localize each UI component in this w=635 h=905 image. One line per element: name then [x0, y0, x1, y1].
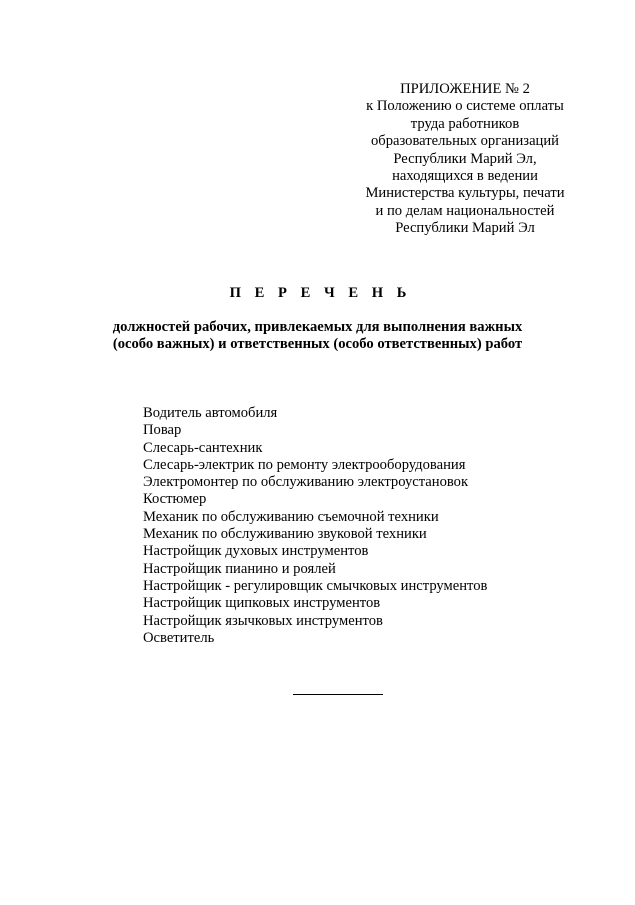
list-item: Слесарь-сантехник: [143, 439, 263, 456]
appendix-line: Республики Марий Эл: [395, 220, 535, 237]
appendix-line: находящихся в ведении: [392, 168, 538, 185]
list-item: Настройщик пианино и роялей: [143, 560, 336, 577]
positions-list: [143, 405, 487, 647]
end-divider: [293, 694, 383, 695]
list-item: Осветитель: [143, 629, 215, 646]
list-item: Слесарь-электрик по ремонту электрооборудования: [143, 456, 466, 473]
list-item: Костюмер: [143, 491, 207, 508]
appendix-line: образовательных организаций: [371, 133, 559, 150]
appendix-line: к Положению о системе оплаты: [366, 98, 564, 115]
subtitle-line: должностей рабочих, привлекаемых для выполнения важных: [112, 319, 523, 335]
appendix-line: труда работников: [410, 115, 520, 132]
list-item: Водитель автомобиля: [143, 405, 278, 421]
appendix-header: [330, 81, 600, 238]
list-item: Настройщик духовых инструментов: [143, 543, 369, 560]
subtitle-line: (особо важных) и ответственных (особо ответственных) работ: [112, 336, 523, 353]
list-item: Повар: [143, 422, 182, 439]
appendix-line: Министерства культуры, печати: [365, 185, 565, 202]
list-item: Настройщик - регулировщик смычковых инструментов: [143, 577, 488, 594]
appendix-line: и по делам национальностей: [375, 202, 555, 219]
appendix-line: ПРИЛОЖЕНИЕ № 2: [400, 81, 530, 97]
list-item: Механик по обслуживанию съемочной техники: [143, 508, 439, 525]
document-subtitle: [0, 319, 635, 354]
appendix-line: Республики Марий Эл,: [393, 150, 537, 167]
list-item: Электромонтер по обслуживанию электроустановок: [143, 474, 469, 491]
list-item: Механик по обслуживанию звуковой техники: [143, 526, 427, 543]
list-item: Настройщик щипковых инструментов: [143, 595, 381, 612]
list-item: Настройщик язычковых инструментов: [143, 612, 383, 629]
document-title: П Е Р Е Ч Е Н Ь: [229, 285, 412, 301]
